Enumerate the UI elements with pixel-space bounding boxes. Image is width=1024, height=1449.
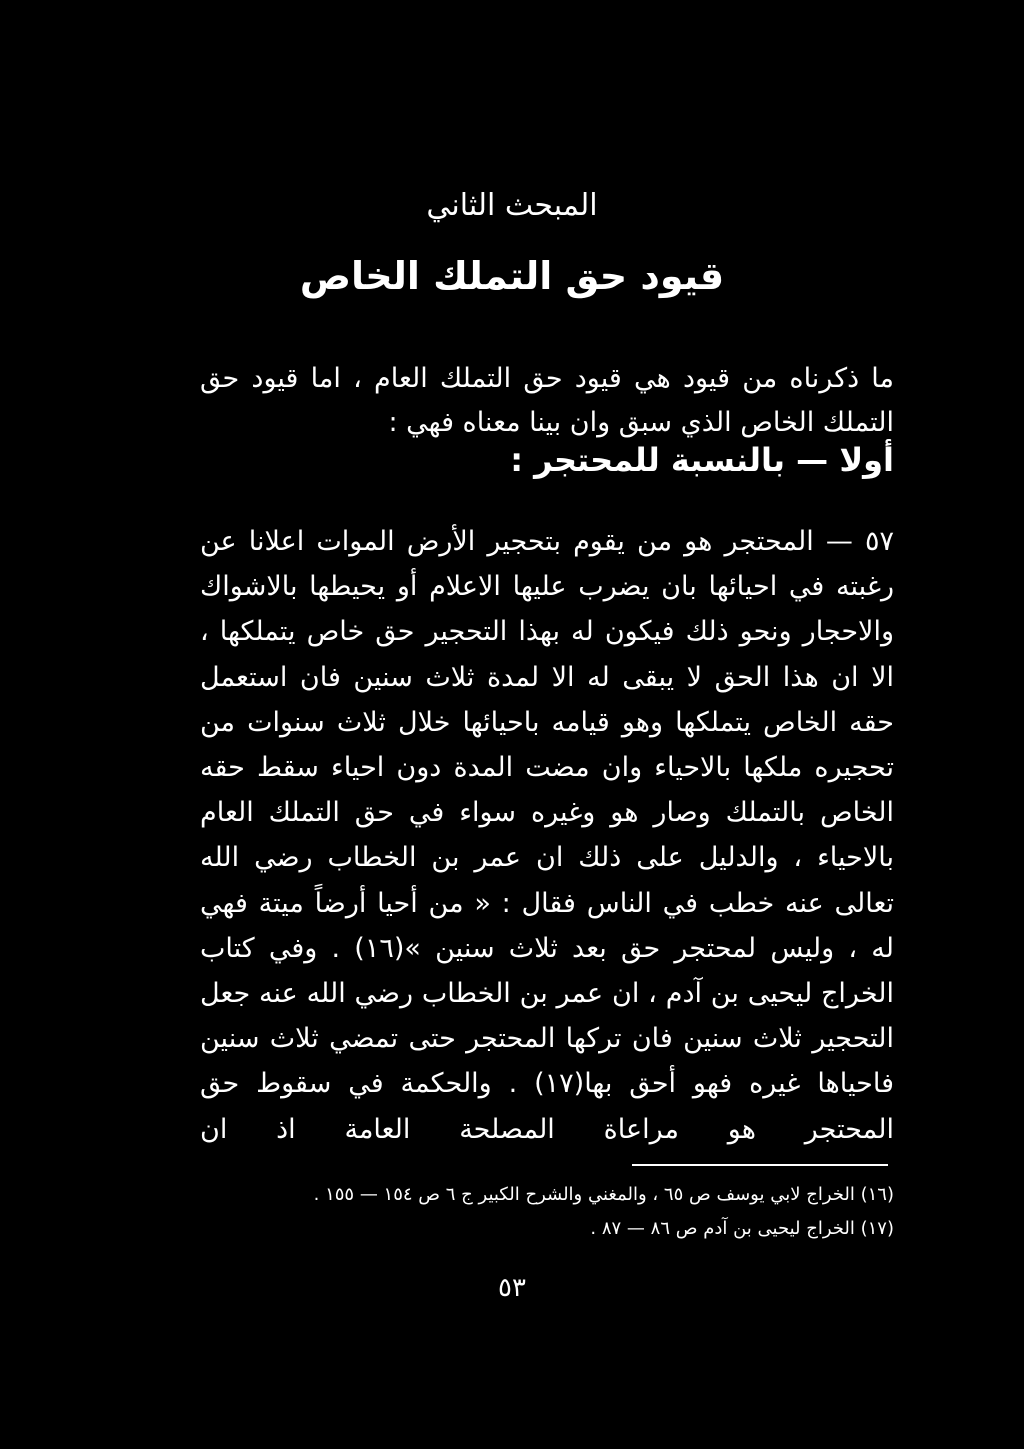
intro-paragraph: ما ذكرناه من قيود هي قيود حق التملك العام ، اما قيود حق التملك الخاص الذي سبق وان بينا معناه فهي : bbox=[200, 363, 894, 438]
subheading-first: أولا — بالنسبة للمحتجر : bbox=[510, 441, 894, 479]
footnote-17: (١٧) الخراج ليحيى بن آدم ص ٨٦ — ٨٧ . bbox=[590, 1218, 894, 1239]
footnotes bbox=[230, 1178, 894, 1246]
footnote-16: (١٦) الخراج لابي يوسف ص ٦٥ ، والمغني والشرح الكبير ج ٦ ص ١٥٤ — ١٥٥ . bbox=[313, 1184, 894, 1205]
body-paragraph: ٥٧ — المحتجر هو من يقوم بتحجير الأرض الموات اعلانا عن رغبته في احيائها بان يضرب عليها الاعلام أو يحيطها بالاشواك والاحجار ونحو ذلك فيكون له بهذا التحجير حق خاص يتملكها ، الا ان هذا الحق لا يبقى له الا لمدة ثلاث سنين فان استعمل حقه الخاص يتملكها وهو قيامه باحيائها خلال ثلاث سنوات من تحجيره ملكها بالاحياء وان مضت المدة دون احياء سقط حقه الخاص بالتملك وصار هو وغيره سواء في حق التملك العام بالاحياء ، والدليل على ذلك ان عمر بن الخطاب رضي الله تعالى عنه خطب في الناس فقال : « من أحيا أرضاً ميتة فهي له ، وليس لمحتجر حق بعد ثلاث سنين »(١٦) . وفي كتاب الخراج ليحيى بن آدم ، ان عمر بن الخطاب رضي الله عنه جعل التحجير ثلاث سنين فان تركها المحتجر حتى تمضي ثلاث سنين فاحياها غيره فهو أحق بها(١٧) . والحكمة في سقوط حق المحتجر هو مراعاة المصلحة العامة اذ ان bbox=[200, 526, 894, 1145]
footnote-divider bbox=[632, 1164, 888, 1166]
chapter-title: قيود حق التملك الخاص bbox=[299, 254, 725, 298]
section-heading: المبحث الثاني bbox=[426, 188, 598, 223]
page-number: ٥٣ bbox=[498, 1273, 526, 1303]
